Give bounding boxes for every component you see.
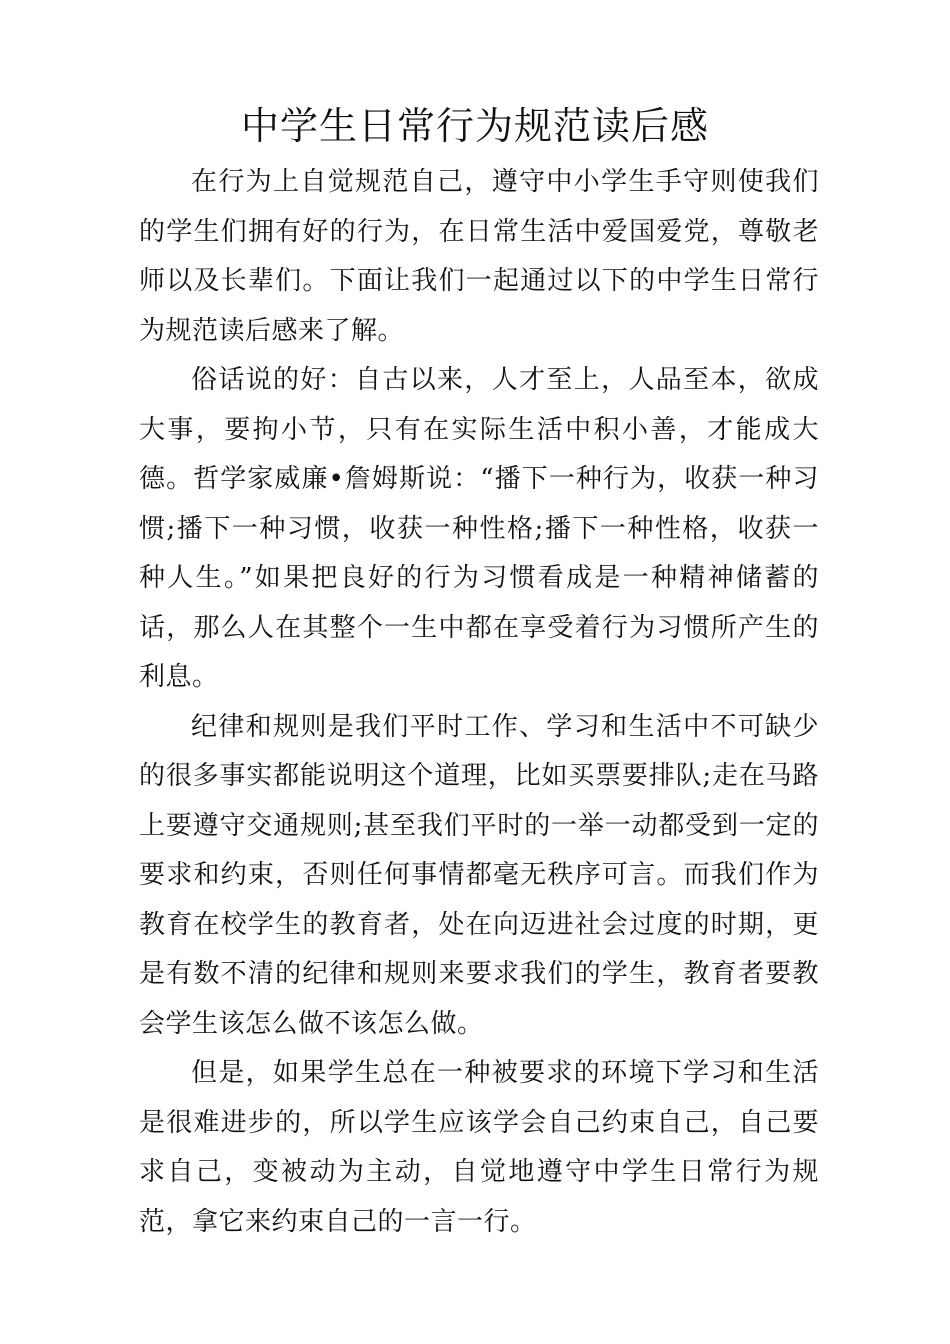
paragraph-4: 但是，如果学生总在一种被要求的环境下学习和生活是很难进步的，所以学生应该学会自己约束自己，自己要求自己，变被动为主动，自觉地遵守中学生日常行为规范，拿它来约束自己的一言一行。 bbox=[139, 1058, 819, 1237]
paragraph-1: 在行为上自觉规范自己，遵守中小学生手守则使我们的学生们拥有好的行为，在日常生活中爱国爱党，尊敬老师以及长辈们。下面让我们一起通过以下的中学生日常行为规范读后感来了解。 bbox=[139, 167, 819, 346]
paragraph-3: 纪律和规则是我们平时工作、学习和生活中不可缺少的很多事实都能说明这个道理，比如买票要排队;走在马路上要遵守交通规则;甚至我们平时的一举一动都受到一定的要求和约束，否则任何事情都毫无秩序可言。而我们作为教育在校学生的教育者，处在向迈进社会过度的时期，更是有数不清的纪律和规则来要求我们的学生，教育者要教会学生该怎么做不该怎么做。 bbox=[139, 711, 819, 1039]
document-body bbox=[139, 158, 819, 1247]
document-title: 中学生日常行为规范读后感 bbox=[240, 104, 709, 148]
paragraph-2: 俗话说的好：自古以来，人才至上，人品至本，欲成大事，要拘小节，只有在实际生活中积小善，才能成大德。哲学家威廉•詹姆斯说：“播下一种行为，收获一种习惯;播下一种习惯，收获一种性格;播下一种性格，收获一种人生。”如果把良好的行为习惯看成是一种精神储蓄的话，那么人在其整个一生中都在享受着行为习惯所产生的利息。 bbox=[139, 365, 819, 692]
